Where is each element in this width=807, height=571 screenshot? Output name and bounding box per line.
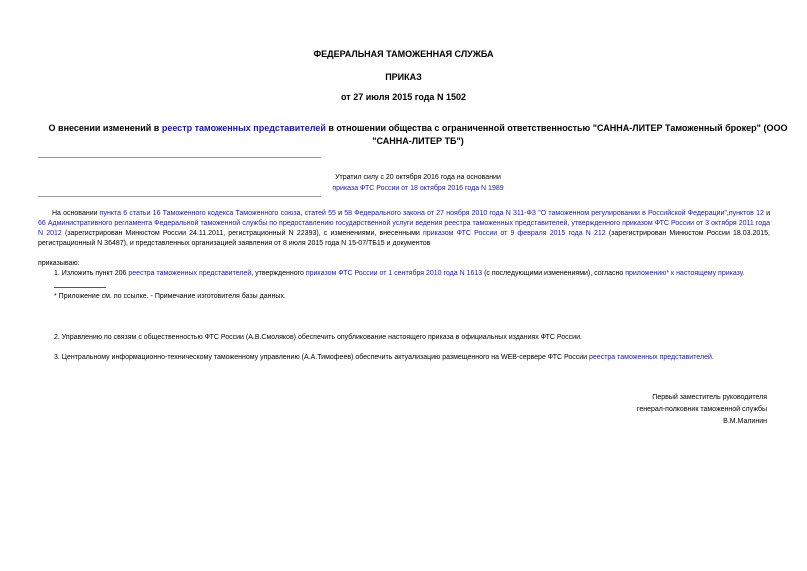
to-order-link[interactable]: * к настоящему приказу. (666, 270, 745, 277)
agency-name: ФЕДЕРАЛЬНАЯ ТАМОЖЕННАЯ СЛУЖБА (313, 49, 494, 59)
repeal-order-link[interactable]: приказа ФТС России от 18 октября 2016 года N 1989 (332, 185, 504, 192)
registry-link[interactable]: реестра таможенных представителей (128, 270, 252, 277)
article-55-link[interactable]: статей 55 (304, 210, 336, 217)
preamble-text: и (763, 210, 771, 217)
registry-link-item-3[interactable]: реестра таможенных представителей (589, 354, 712, 361)
federal-law-link[interactable]: 58 Федерального закона от 27 ноября 2010 года N 311-ФЗ "О таможенном регулировании в Российской Федерации" (344, 210, 727, 217)
preamble-paragraph (38, 209, 770, 249)
item-1-text: 1. Изложить пункт 206 (54, 270, 129, 277)
signatory-rank: генерал-полковник таможенной службы (636, 406, 767, 413)
item-3-text: 3. Центральному информационно-техническому таможенному управлению (А.А.Тимофеев) обеспечить актуализацию размещенного на WEB-сервере ФТС России (54, 354, 590, 361)
preamble-text: (зарегистрирован Минюстом России 24.11.2011, регистрационный N 22393), с изменениями, внесенными (61, 230, 424, 237)
title-second-line: "САННА-ЛИТЕР ТБ") (372, 136, 464, 146)
status-text: Утратил силу с 20 октября 2016 года на основании (335, 174, 501, 181)
points-12-link[interactable]: пунктов 12 (728, 210, 764, 217)
preamble-text: , (300, 210, 305, 217)
document-title (38, 122, 798, 148)
footnote-divider (54, 287, 106, 288)
item-1-text: (с последующими изменениями), согласно (482, 270, 626, 277)
status-note (38, 172, 798, 194)
preamble-text: , (726, 210, 729, 217)
document-date-number: от 27 июля 2015 года N 1502 (341, 92, 466, 102)
order-item-3 (54, 353, 774, 363)
amendment-order-link[interactable]: приказом ФТС России от 9 февраля 2015 года N 212 (423, 230, 606, 237)
document-type: ПРИКАЗ (385, 72, 422, 82)
title-text-end: в отношении общества с ограниченной ответственностью "САННА-ЛИТЕР Таможенный брокер" (ООО (325, 123, 788, 133)
item-3-text: . (711, 354, 714, 361)
title-text-start: О внесении изменений в (48, 123, 162, 133)
divider-bottom (38, 196, 321, 197)
order-item-1 (54, 269, 774, 279)
admin-regulation-link[interactable]: 66 Административного регламента Федеральной таможенной службы по предоставлению государственной услуги ведения реестра таможенных представителей, утвержденного приказом ФТС России от 3 октября 2011 года N 2012 (38, 220, 770, 237)
order-item-2: 2. Управлению по связям с общественностью ФТС России (А.В.Смоляков) обеспечить опубликование настоящего приказа в официальных изданиях ФТС России. (54, 334, 582, 341)
divider-top (38, 157, 321, 158)
customs-code-link[interactable]: пункта 6 статьи 16 Таможенного кодекса Таможенного союза (99, 210, 301, 217)
footnote: * Приложение см. по ссылке. - Примечание изготовителя базы данных. (54, 293, 286, 300)
preamble-text: На основании (52, 210, 100, 217)
preamble-text: и (335, 210, 345, 217)
signature-block (560, 392, 767, 428)
signatory-position: Первый заместитель руководителя (652, 394, 767, 401)
title-registry-link[interactable]: реестр таможенных представителей (161, 123, 326, 133)
item-1-text: , утвержденного (251, 270, 306, 277)
order-word: приказываю: (38, 260, 80, 267)
appendix-link[interactable]: приложению (625, 270, 667, 277)
preamble-text: (зарегистрирован Минюстом России 18.03.2015, регистрационный N 36487), и представленных организацией заявления от 8 июля 2015 года N 15-07/ТБ15 и документов (38, 230, 771, 247)
order-1613-link[interactable]: приказом ФТС России от 1 сентября 2010 года N 1613 (305, 270, 483, 277)
signatory-name: В.М.Малинин (723, 418, 767, 425)
